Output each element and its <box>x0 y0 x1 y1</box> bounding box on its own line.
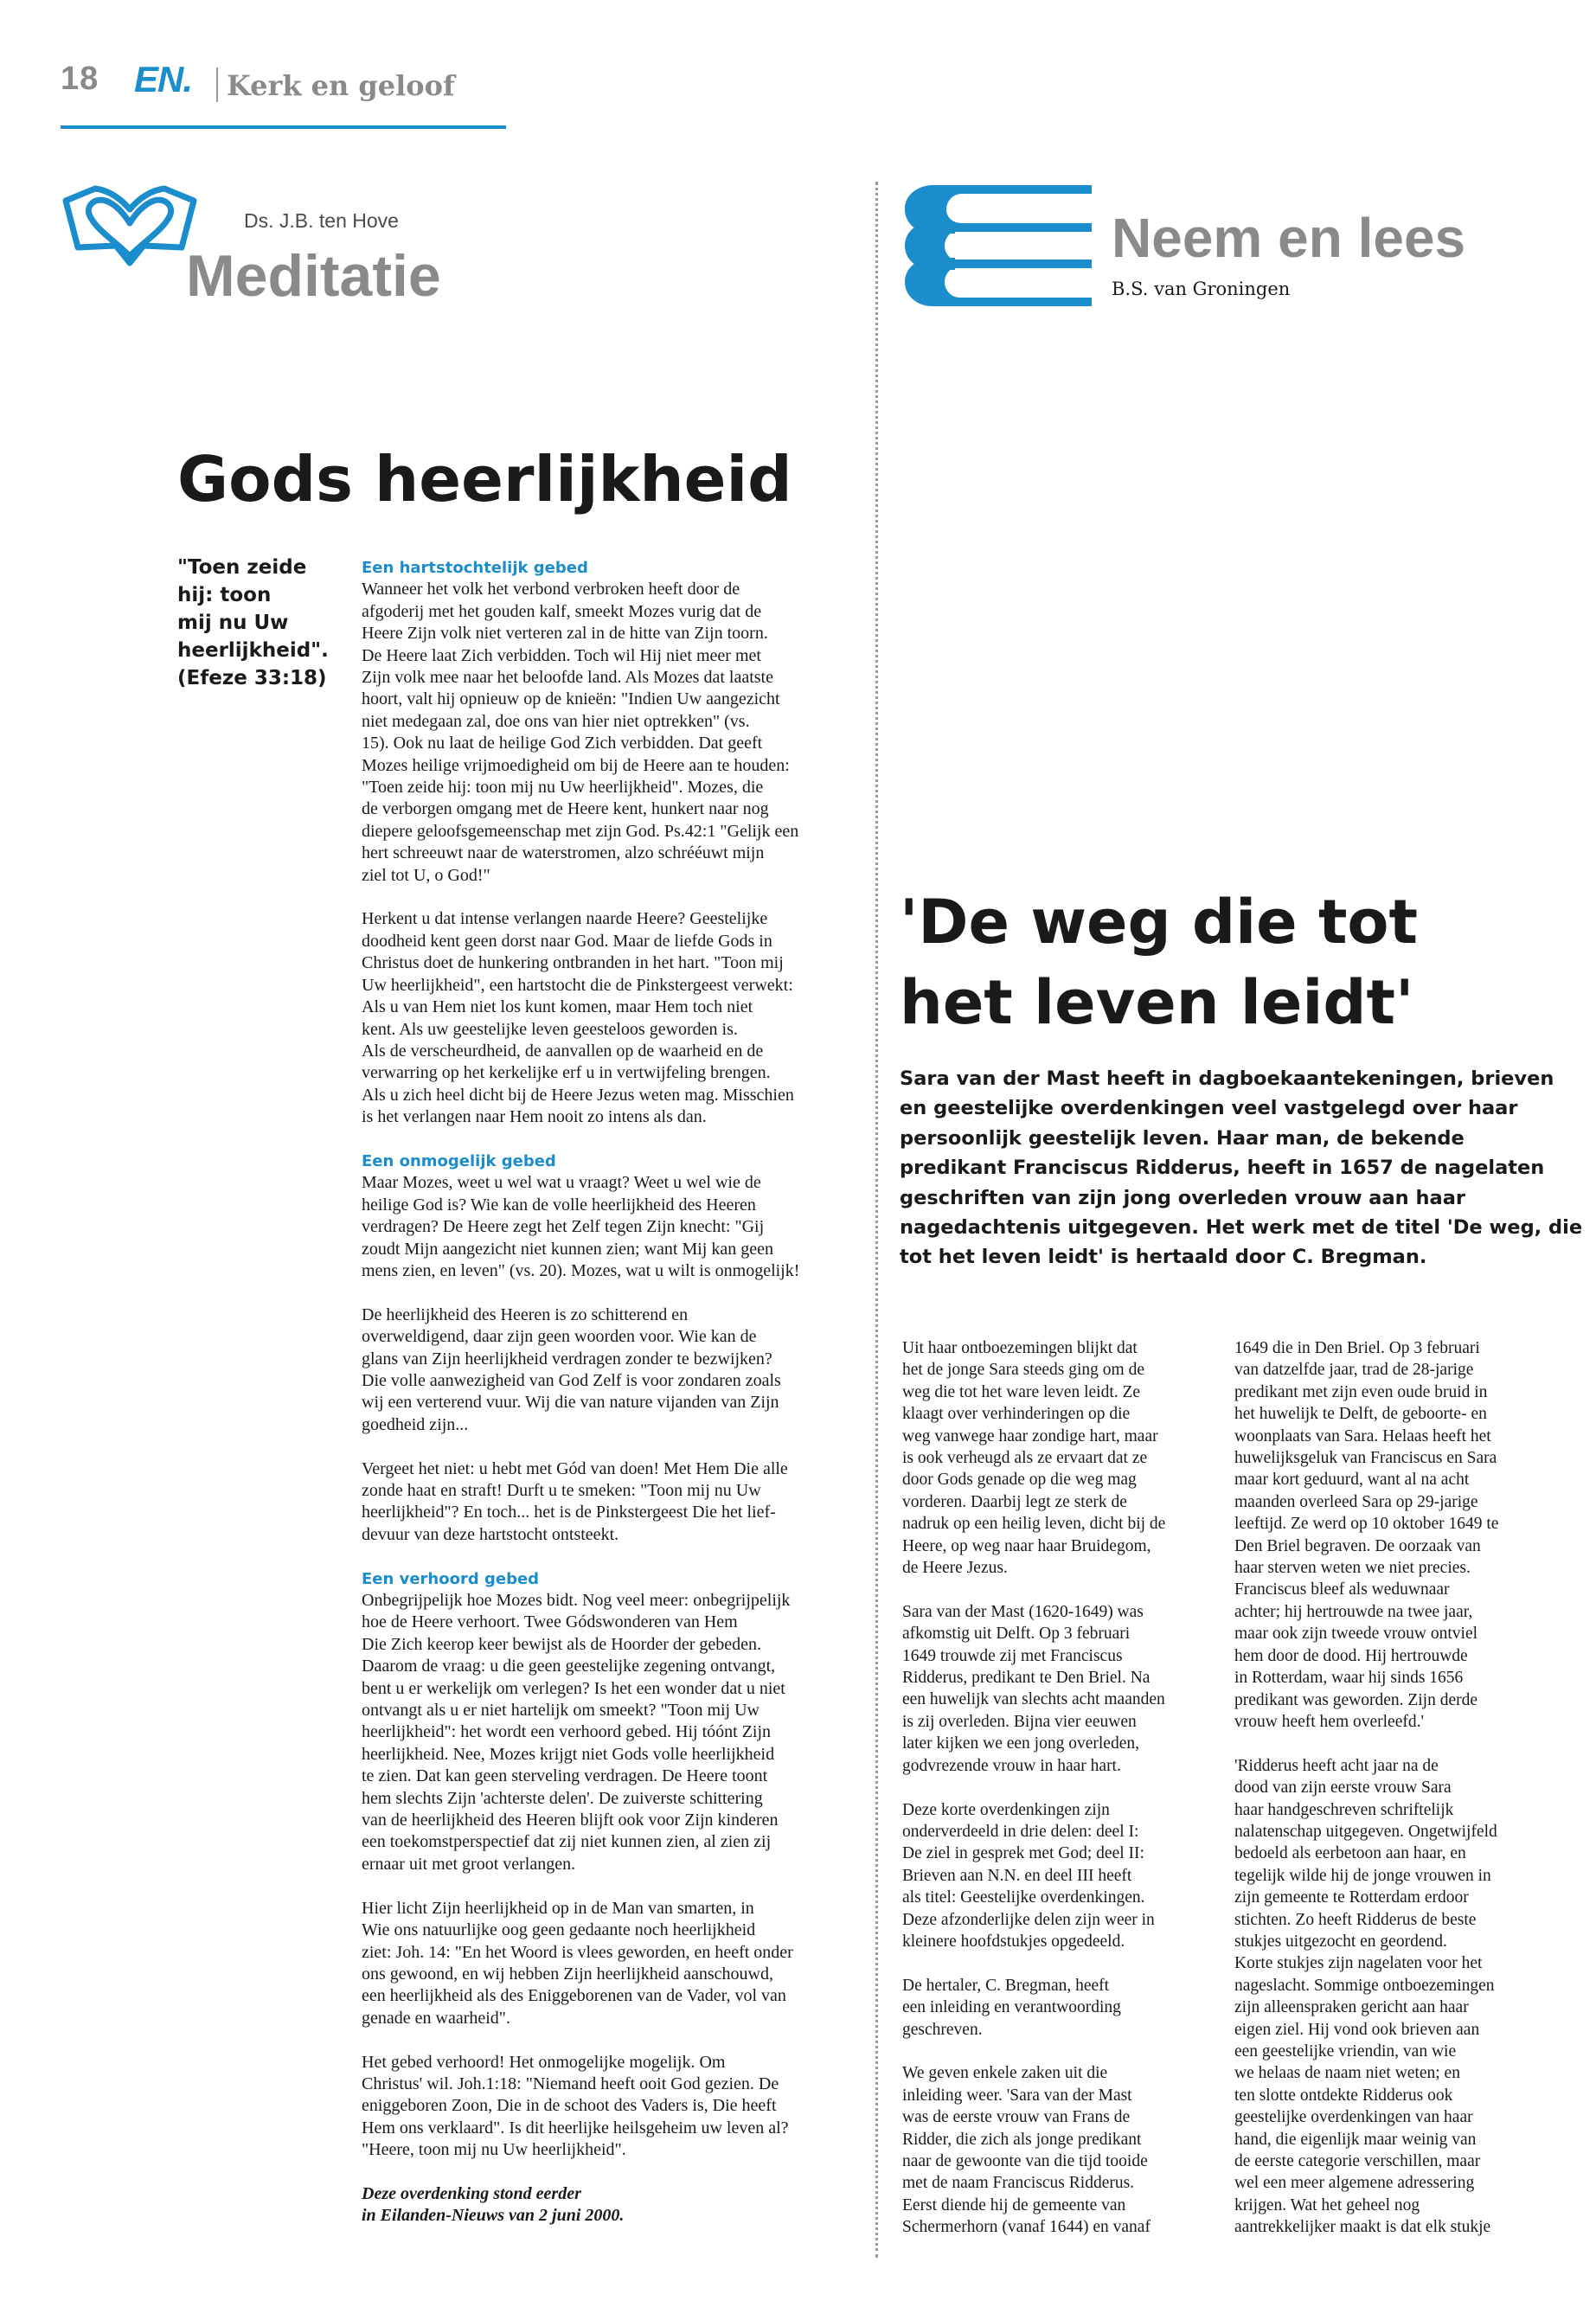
text-line: leeftijd. Ze werd op 10 oktober 1649 te <box>1234 1515 1499 1534</box>
book-review-title <box>900 882 1557 1043</box>
text-line: godvrezende vrouw in haar hart. <box>902 1756 1121 1775</box>
text-line: Daarom de vraag: u die geen geestelijke zegening ontvangt, <box>362 1657 776 1676</box>
paragraph-gap <box>362 1546 799 1567</box>
paragraph-gap <box>902 2041 1165 2062</box>
text-line: de Heere Jezus. <box>902 1559 1008 1578</box>
paragraph-gap <box>362 1436 799 1458</box>
text-line: 1649 trouwde zij met Franciscus <box>902 1646 1123 1665</box>
text-line: doodheid kent geen dorst naar God. Maar de liefde Gods in <box>362 931 772 951</box>
text-line: heilige God is? Wie kan de volle heerlijkheid des Heeren <box>362 1195 756 1215</box>
text-line: Wie ons natuurlijke oog geen gedaante noch heerlijkheid <box>362 1920 756 1940</box>
text-line: heerlijkheid"? En toch... het is de Pinkstergeest Die het lief- <box>362 1503 776 1522</box>
text-line: Hier licht Zijn heerlijkheid op in de Man van smarten, in <box>362 1898 754 1918</box>
paragraph-gap <box>902 1579 1165 1600</box>
text-line: genade en waarheid". <box>362 2008 510 2028</box>
intro-line: nagedachtenis uitgegeven. Het werk met de titel 'De weg, die <box>900 1216 1583 1240</box>
title-line: 'De weg die tot <box>900 887 1418 958</box>
text-line: Heere Zijn volk niet verteren zal in de hitte van Zijn toorn. <box>362 624 768 644</box>
text-line: hoort, valt hij opnieuw op de knieën: "Indien Uw aangezicht <box>362 689 780 709</box>
text-line: De heerlijkheid des Heeren is zo schitterend en <box>362 1304 689 1324</box>
intro-line: persoonlijk geestelijk leven. Haar man, de bekende <box>900 1126 1465 1150</box>
text-line: hert schreeuwt naar de waterstromen, alzo schrééuwt mijn <box>362 843 765 863</box>
footnote-line: in Eilanden-Nieuws van 2 juni 2000. <box>362 2206 625 2226</box>
text-line: Als de verscheurdheid, de aanvallen op de waarheid en de <box>362 1041 764 1061</box>
text-line: We geven enkele zaken uit die <box>902 2064 1108 2083</box>
text-line: 'Ridderus heeft acht jaar na de <box>1234 1756 1439 1775</box>
text-line: naar de gewoonte van die tijd tooide <box>902 2151 1148 2170</box>
text-line: Christus' wil. Joh.1:18: "Niemand heeft ooit God gezien. De <box>362 2073 779 2093</box>
pull-quote <box>177 554 331 692</box>
text-line: hem slechts Zijn 'achterste delen'. De zuiverste schittering <box>362 1788 763 1808</box>
text-line: krijgen. Wat het geheel nog <box>1234 2195 1420 2214</box>
text-line: aantrekkelijker maakt is dat elk stukje <box>1234 2218 1491 2237</box>
text-line: afgoderij met het gouden kalf, smeekt Mozes vurig dat de <box>362 601 762 621</box>
text-line: een heerlijkheid als des Eniggeborenen van de Vader, vol van <box>362 1986 786 2006</box>
text-line: wij een verterend vuur. Wij die van nature vijanden van Zijn <box>362 1393 779 1413</box>
text-line: 1649 die in Den Briel. Op 3 februari <box>1234 1339 1480 1357</box>
text-line: haar sterven weten we niet precies. <box>1234 1559 1471 1578</box>
text-line: stichten. Zo heeft Ridderus de beste <box>1234 1910 1477 1929</box>
text-line: weg die tot het ware leven leidt. Ze <box>902 1382 1141 1401</box>
text-line: "Toen zeide hij: toon mij nu Uw heerlijkheid". Mozes, die <box>362 778 764 798</box>
text-line: Onbegrijpelijk hoe Mozes bidt. Nog veel meer: onbegrijpelijk <box>362 1591 791 1611</box>
paragraph-gap <box>362 1129 799 1150</box>
text-line: een toekomstperspectief dat zij niet kunnen zien, al zien zij <box>362 1832 772 1852</box>
text-line: later kijken we een jong overleden, <box>902 1734 1139 1753</box>
text-line: is ook verheugd als ze ervaart dat ze <box>902 1449 1148 1468</box>
text-line: Die Zich keerop keer bewijst als de Hoorder der gebeden. <box>362 1634 762 1654</box>
text-line: wel een meer algemene adressering <box>1234 2174 1475 2193</box>
text-line: het huwelijk te Delft, de geboorte- en <box>1234 1405 1487 1424</box>
text-line: is zij overleden. Bijna vier eeuwen <box>902 1712 1137 1731</box>
text-line: predikant met zijn even oude bruid in <box>1234 1382 1488 1401</box>
text-line: ontvangt als u er niet hartelijk om smeekt? "Toon mij Uw <box>362 1701 760 1721</box>
text-line: Deze afzonderlijke delen zijn weer in <box>902 1910 1155 1929</box>
text-line: Korte stukjes zijn nagelaten voor het <box>1234 1954 1483 1973</box>
text-line: devuur van deze hartstocht ontsteekt. <box>362 1524 619 1544</box>
text-line: nageslacht. Sommige ontboezemingen <box>1234 1976 1495 1995</box>
pull-quote-line: mij nu Uw <box>177 612 289 634</box>
text-line: De hertaler, C. Bregman, heeft <box>902 1976 1110 1995</box>
paragraph-gap <box>362 2162 799 2183</box>
paragraph-gap <box>902 1777 1165 1798</box>
book-review-intro <box>900 1064 1583 1272</box>
text-line: glans van Zijn heerlijkheid verdragen zonder te bezwijken? <box>362 1349 772 1368</box>
text-line: overweldigend, daar zijn geen woorden voor. Wie kan de <box>362 1327 757 1347</box>
text-line: hoe de Heere verhoort. Twee Gódswonderen van Hem <box>362 1612 738 1632</box>
open-book-heart-icon <box>61 180 199 273</box>
meditatie-body <box>362 557 799 2227</box>
text-line: ziel tot U, o God!" <box>362 865 490 885</box>
text-line: zoudt Mijn aangezicht niet kunnen zien; want Mij kan geen <box>362 1239 773 1259</box>
text-line: Die volle aanwezigheid van God Zelf is voor zondaren zoals <box>362 1370 781 1390</box>
header-rule <box>61 125 506 129</box>
text-line: Schermerhorn (vanaf 1644) en vanaf <box>902 2218 1151 2237</box>
text-line: Den Briel begraven. De oorzaak van <box>1234 1536 1481 1555</box>
book-review-column-1 <box>902 1337 1165 2239</box>
text-line: De Heere laat Zich verbidden. Toch wil Hij niet meer met <box>362 645 761 665</box>
text-line: klaagt over verhinderingen op die <box>902 1405 1131 1424</box>
text-line: Als u zich heel dicht bij de Heere Jezus weten mag. Misschien <box>362 1085 794 1105</box>
pull-quote-line: heerlijkheid". <box>177 639 329 662</box>
text-line: Deze korte overdenkingen zijn <box>902 1800 1110 1819</box>
text-line: eigen ziel. Hij vond ook brieven aan <box>1234 2020 1480 2039</box>
text-line: Hem ons verklaard". Is dit heerlijke heilsgeheim uw leven al? <box>362 2118 789 2138</box>
text-line: de verborgen omgang met de Heere kent, hunkert naar nog <box>362 799 769 819</box>
text-line: ons gewoond, en wij hebben Zijn heerlijkheid aanschouwd, <box>362 1964 773 1984</box>
text-line: predikant was geworden. Zijn derde <box>1234 1690 1478 1709</box>
text-line: ziet: Joh. 14: "En het Woord is vlees geworden, en heeft onder <box>362 1942 793 1962</box>
text-line: we helaas de naam niet weten; en <box>1234 2064 1460 2083</box>
text-line: haar handgeschreven schriftelijk <box>1234 1800 1454 1819</box>
subheading: Een verhoord gebed <box>362 1569 540 1588</box>
text-line: vrouw heeft hem overleefd.' <box>1234 1712 1425 1731</box>
text-line: onderverdeeld in drie delen: deel I: <box>902 1822 1139 1841</box>
intro-line: tot het leven leidt' is hertaald door C. Bregman. <box>900 1246 1427 1269</box>
paragraph-gap <box>362 887 799 908</box>
text-line: Eerst diende hij de gemeente van <box>902 2195 1126 2214</box>
intro-line: geschriften van zijn jong overleden vrouw aan haar <box>900 1186 1466 1209</box>
text-line: Mozes heilige vrijmoedigheid om bij de Heere aan te houden: <box>362 755 790 775</box>
text-line: Sara van der Mast (1620-1649) was <box>902 1602 1144 1621</box>
book-review-column-2 <box>1234 1337 1498 2239</box>
text-line: als titel: Geestelijke overdenkingen. <box>902 1888 1145 1907</box>
text-line: te zien. Dat kan geen sterveling verdragen. De Heere toont <box>362 1766 768 1786</box>
text-line: niet medegaan zal, doe ons van hier niet optrekken" (vs. <box>362 711 750 731</box>
text-line: hand, die eigenlijk maar weinig van <box>1234 2130 1477 2149</box>
text-line: nalatenschap uitgegeven. Ongetwijfeld <box>1234 1822 1497 1841</box>
text-line: "Heere, toon mij nu Uw heerlijkheid". <box>362 2140 626 2160</box>
column-divider <box>875 182 878 2258</box>
text-line: een inleiding en verantwoording <box>902 1998 1121 2017</box>
text-line: geschreven. <box>902 2020 983 2039</box>
text-line: maar ook zijn tweede vrouw ontviel <box>1234 1625 1478 1644</box>
text-line: Heere, op weg naar haar Bruidegom, <box>902 1536 1151 1555</box>
text-line: in Rotterdam, waar hij sinds 1656 <box>1234 1669 1464 1688</box>
meditatie-title: Gods heerlijkheid <box>177 443 792 516</box>
text-line: eniggeboren Zoon, Die in de schoot des Vaders is, Die heeft <box>362 2096 777 2116</box>
page-number: 18 <box>61 61 99 97</box>
text-line: bent u er werkelijk om verlegen? Is het een wonder dat u niet <box>362 1678 785 1698</box>
text-line: ten slotte ontdekte Ridderus ook <box>1234 2086 1453 2105</box>
text-line: dood van zijn eerste vrouw Sara <box>1234 1779 1452 1798</box>
text-line: Ridderus, predikant te Den Briel. Na <box>902 1669 1151 1688</box>
text-line: Het gebed verhoord! Het onmogelijke mogelijk. Om <box>362 2052 726 2072</box>
text-line: hem door de dood. Hij hertrouwde <box>1234 1646 1468 1665</box>
text-line: zijn alleenspraken gericht aan haar <box>1234 1998 1469 2017</box>
text-line: inleiding weer. 'Sara van der Mast <box>902 2086 1132 2105</box>
neem-en-lees-author: B.S. van Groningen <box>1112 279 1291 299</box>
text-line: Brieven aan N.N. en deel III heeft <box>902 1866 1132 1885</box>
text-line: is het verlangen naar Hem nooit zo intens als dan. <box>362 1107 707 1127</box>
text-line: bedoeld als eerbetoon aan haar, en <box>1234 1844 1466 1863</box>
text-line: mens zien, en leven" (vs. 20). Mozes, wat u wilt is onmogelijk! <box>362 1260 800 1280</box>
intro-line: en geestelijke overdenkingen veel vastgelegd over haar <box>900 1097 1518 1120</box>
text-line: weg vanwege haar zondige hart, maar <box>902 1426 1158 1445</box>
subheading: Een hartstochtelijk gebed <box>362 559 588 577</box>
intro-line: predikant Franciscus Ridderus, heeft in 1657 de nagelaten <box>900 1157 1545 1180</box>
paragraph-gap <box>1234 1733 1498 1754</box>
text-line: met de naam Franciscus Ridderus. <box>902 2174 1135 2193</box>
text-line: een geestelijke vriendin, van wie <box>1234 2041 1457 2061</box>
text-line: Ridder, die zich als jonge predikant <box>902 2130 1142 2149</box>
text-line: Uit haar ontboezemingen blijkt dat <box>902 1339 1138 1357</box>
text-line: woonplaats van Sara. Helaas heeft het <box>1234 1426 1491 1445</box>
intro-line: Sara van der Mast heeft in dagboekaantekeningen, brieven <box>900 1067 1554 1090</box>
text-line: diepere geloofsgemeenschap met zijn God. Ps.42:1 "Gelijk een <box>362 821 799 841</box>
text-line: maar kort geduurd, want al na acht <box>1234 1471 1470 1490</box>
text-line: zijn gemeente te Rotterdam erdoor <box>1234 1888 1469 1907</box>
text-line: tegelijk wilde hij de jonge vrouwen in <box>1234 1866 1491 1885</box>
text-line: Franciscus bleef als weduwnaar <box>1234 1580 1450 1599</box>
text-line: stukjes uitgezocht en geordend. <box>1234 1932 1447 1951</box>
text-line: verwarring op het kerkelijke erf u in vertwijfeling brengen. <box>362 1063 771 1083</box>
text-line: kent. Als uw geestelijke leven geesteloos geworden is. <box>362 1019 738 1039</box>
text-line: Maar Mozes, weet u wel wat u vraagt? Weet u wel wie de <box>362 1173 761 1193</box>
paragraph-gap <box>902 1952 1165 1974</box>
text-line: zonde haat en straft! Durft u te smeken: "Toon mij nu Uw <box>362 1481 761 1500</box>
text-line: Uw heerlijkheid", een hartstocht die de Pinkstergeest verwekt: <box>362 975 793 995</box>
title-line: het leven leidt' <box>900 967 1414 1038</box>
text-line: De ziel in gesprek met God; deel II: <box>902 1844 1144 1863</box>
subheading: Een onmogelijk gebed <box>362 1151 556 1170</box>
text-line: Christus doet de hunkering ontbranden in het hart. "Toon mij <box>362 953 784 973</box>
text-line: ernaar uit met groot verlangen. <box>362 1854 576 1874</box>
meditatie-label: Meditatie <box>186 243 441 309</box>
text-line: afkomstig uit Delft. Op 3 februari <box>902 1625 1131 1644</box>
neem-en-lees-label: Neem en lees <box>1112 207 1466 269</box>
text-line: Wanneer het volk het verbond verbroken heeft door de <box>362 580 740 599</box>
stacked-books-icon <box>900 183 1094 309</box>
text-line: Zijn volk mee naar het beloofde land. Als Mozes dat laatste <box>362 668 773 688</box>
text-line: achter; hij hertrouwde na twee jaar, <box>1234 1602 1473 1621</box>
text-line: kleinere hoofdstukjes opgedeeld. <box>902 1932 1125 1951</box>
text-line: van datzelfde jaar, trad de 28-jarige <box>1234 1361 1474 1380</box>
text-line: verdragen? De Heere zegt het Zelf tegen Zijn knecht: "Gij <box>362 1217 765 1237</box>
text-line: goedheid zijn... <box>362 1414 469 1434</box>
text-line: Herkent u dat intense verlangen naarde Heere? Geestelijke <box>362 909 768 929</box>
paragraph-gap <box>362 1282 799 1304</box>
header-separator <box>216 67 218 102</box>
text-line: het de jonge Sara steeds ging om de <box>902 1361 1144 1380</box>
text-line: heerlijkheid": het wordt een verhoord gebed. Hij tóónt Zijn <box>362 1722 772 1742</box>
footnote-line: Deze overdenking stond eerder <box>362 2183 581 2203</box>
text-line: 15). Ook nu laat de heilige God Zich verbidden. Dat geeft <box>362 734 763 753</box>
brand-logo: EN. <box>134 59 193 99</box>
text-line: heerlijkheid. Nee, Mozes krijgt niet Gods volle heerlijkheid <box>362 1744 775 1764</box>
text-line: geestelijke overdenkingen van haar <box>1234 2108 1473 2127</box>
text-line: een huwelijk van slechts acht maanden <box>902 1690 1165 1709</box>
meditatie-author: Ds. J.B. ten Hove <box>244 209 399 232</box>
text-line: vorderen. Daarbij legt ze sterk de <box>902 1492 1127 1511</box>
text-line: door Gods genade op die weg mag <box>902 1471 1137 1490</box>
text-line: Als u van Hem niet los kunt komen, maar Hem toch niet <box>362 997 753 1017</box>
pull-quote-line: (Efeze 33:18) <box>177 667 327 689</box>
paragraph-gap <box>362 2029 799 2051</box>
text-line: van de heerlijkheid des Heeren blijft ook voor Zijn kinderen <box>362 1811 779 1830</box>
text-line: maanden overleed Sara op 29-jarige <box>1234 1492 1478 1511</box>
text-line: de eerste categorie verschillen, maar <box>1234 2152 1481 2171</box>
text-line: huwelijksgeluk van Franciscus en Sara <box>1234 1449 1497 1468</box>
text-line: Vergeet het niet: u hebt met Gód van doen! Met Hem Die alle <box>362 1458 788 1478</box>
text-line: was de eerste vrouw van Frans de <box>902 2108 1131 2127</box>
section-name: Kerk en geloof <box>227 69 455 102</box>
text-line: nadruk op een heilig leven, dicht bij de <box>902 1515 1166 1534</box>
paragraph-gap <box>362 1875 799 1897</box>
pull-quote-line: "Toen zeide <box>177 556 307 579</box>
pull-quote-line: hij: toon <box>177 584 272 606</box>
